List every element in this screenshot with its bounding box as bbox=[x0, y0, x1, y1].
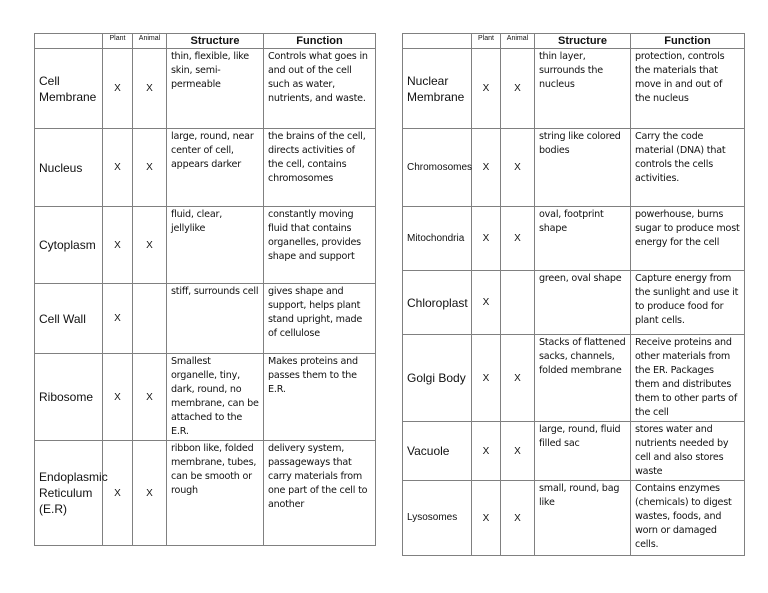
structure-text: stiff, surrounds cell bbox=[167, 284, 264, 354]
animal-mark bbox=[501, 271, 535, 335]
function-text: powerhouse, burns sugar to produce most energy for the cell bbox=[631, 207, 745, 271]
structure-text: string like colored bodies bbox=[535, 129, 631, 207]
function-text: protection, controls the materials that move in and out of the nucleus bbox=[631, 49, 745, 129]
animal-mark: X bbox=[501, 207, 535, 271]
animal-mark: X bbox=[133, 129, 167, 207]
animal-mark bbox=[133, 284, 167, 354]
organelle-row bbox=[403, 207, 745, 271]
organelle-row bbox=[35, 284, 376, 354]
organelle-row bbox=[403, 481, 745, 556]
header-structure: Structure bbox=[167, 34, 264, 49]
organelle-name: Nucleus bbox=[35, 129, 103, 207]
header-plant: Plant bbox=[472, 34, 501, 49]
organelle-row bbox=[403, 271, 745, 335]
function-text: Receive proteins and other materials from the ER. Packages them and distributes them to other parts of the cell bbox=[631, 335, 745, 422]
table-header-row bbox=[35, 34, 376, 49]
organelle-name: Chromosomes bbox=[403, 129, 472, 207]
organelle-name: Nuclear Membrane bbox=[403, 49, 472, 129]
organelle-table-left bbox=[34, 33, 376, 546]
animal-mark: X bbox=[501, 422, 535, 481]
organelle-name: Cell Membrane bbox=[35, 49, 103, 129]
organelle-row bbox=[35, 207, 376, 284]
plant-mark: X bbox=[472, 422, 501, 481]
animal-mark: X bbox=[501, 129, 535, 207]
organelle-row bbox=[35, 354, 376, 441]
header-animal: Animal bbox=[501, 34, 535, 49]
function-text: Contains enzymes (chemicals) to digest wastes, foods, and worn or damaged cells. bbox=[631, 481, 745, 556]
structure-text: small, round, bag like bbox=[535, 481, 631, 556]
structure-text: green, oval shape bbox=[535, 271, 631, 335]
structure-text: Stacks of flattened sacks, channels, folded membrane bbox=[535, 335, 631, 422]
plant-mark: X bbox=[103, 49, 133, 129]
organelle-name: Cell Wall bbox=[35, 284, 103, 354]
animal-mark: X bbox=[133, 49, 167, 129]
organelle-row bbox=[35, 49, 376, 129]
organelle-name: Lysosomes bbox=[403, 481, 472, 556]
header-organelle bbox=[403, 34, 472, 49]
header-plant: Plant bbox=[103, 34, 133, 49]
function-text: gives shape and support, helps plant stand upright, made of cellulose bbox=[264, 284, 376, 354]
organelle-row bbox=[403, 129, 745, 207]
plant-mark: X bbox=[472, 129, 501, 207]
animal-mark: X bbox=[133, 441, 167, 546]
function-text: Controls what goes in and out of the cell such as water, nutrients, and waste. bbox=[264, 49, 376, 129]
structure-text: oval, footprint shape bbox=[535, 207, 631, 271]
plant-mark: X bbox=[103, 284, 133, 354]
organelle-name: Ribosome bbox=[35, 354, 103, 441]
function-text: Makes proteins and passes them to the E.R. bbox=[264, 354, 376, 441]
function-text: constantly moving fluid that contains organelles, provides shape and support bbox=[264, 207, 376, 284]
organelle-name: Chloroplast bbox=[403, 271, 472, 335]
header-function: Function bbox=[631, 34, 745, 49]
header-function: Function bbox=[264, 34, 376, 49]
structure-text: ribbon like, folded membrane, tubes, can be smooth or rough bbox=[167, 441, 264, 546]
function-text: delivery system, passageways that carry materials from one part of the cell to another bbox=[264, 441, 376, 546]
plant-mark: X bbox=[472, 49, 501, 129]
organelle-name: Mitochondria bbox=[403, 207, 472, 271]
organelle-row bbox=[35, 441, 376, 546]
animal-mark: X bbox=[501, 335, 535, 422]
plant-mark: X bbox=[103, 441, 133, 546]
animal-mark: X bbox=[133, 354, 167, 441]
function-text: Capture energy from the sunlight and use it to produce food for plant cells. bbox=[631, 271, 745, 335]
structure-text: thin, flexible, like skin, semi-permeable bbox=[167, 49, 264, 129]
plant-mark: X bbox=[103, 129, 133, 207]
plant-mark: X bbox=[472, 207, 501, 271]
plant-mark: X bbox=[472, 335, 501, 422]
organelle-name: Cytoplasm bbox=[35, 207, 103, 284]
header-animal: Animal bbox=[133, 34, 167, 49]
table-header-row bbox=[403, 34, 745, 49]
structure-text: Smallest organelle, tiny, dark, round, no membrane, can be attached to the E.R. bbox=[167, 354, 264, 441]
structure-text: large, round, fluid filled sac bbox=[535, 422, 631, 481]
organelle-table-right bbox=[402, 33, 745, 556]
organelle-row bbox=[403, 422, 745, 481]
plant-mark: X bbox=[472, 481, 501, 556]
animal-mark: X bbox=[501, 481, 535, 556]
organelle-row bbox=[35, 129, 376, 207]
structure-text: large, round, near center of cell, appears darker bbox=[167, 129, 264, 207]
function-text: the brains of the cell, directs activities of the cell, contains chromosomes bbox=[264, 129, 376, 207]
plant-mark: X bbox=[103, 354, 133, 441]
structure-text: fluid, clear, jellylike bbox=[167, 207, 264, 284]
animal-mark: X bbox=[133, 207, 167, 284]
plant-mark: X bbox=[472, 271, 501, 335]
header-structure: Structure bbox=[535, 34, 631, 49]
header-organelle bbox=[35, 34, 103, 49]
organelle-name: Golgi Body bbox=[403, 335, 472, 422]
structure-text: thin layer, surrounds the nucleus bbox=[535, 49, 631, 129]
function-text: stores water and nutrients needed by cell and also stores waste bbox=[631, 422, 745, 481]
organelle-name: Vacuole bbox=[403, 422, 472, 481]
plant-mark: X bbox=[103, 207, 133, 284]
organelle-name: Endoplasmic Reticulum (E.R) bbox=[35, 441, 103, 546]
organelle-row bbox=[403, 49, 745, 129]
function-text: Carry the code material (DNA) that controls the cells activities. bbox=[631, 129, 745, 207]
organelle-row bbox=[403, 335, 745, 422]
animal-mark: X bbox=[501, 49, 535, 129]
